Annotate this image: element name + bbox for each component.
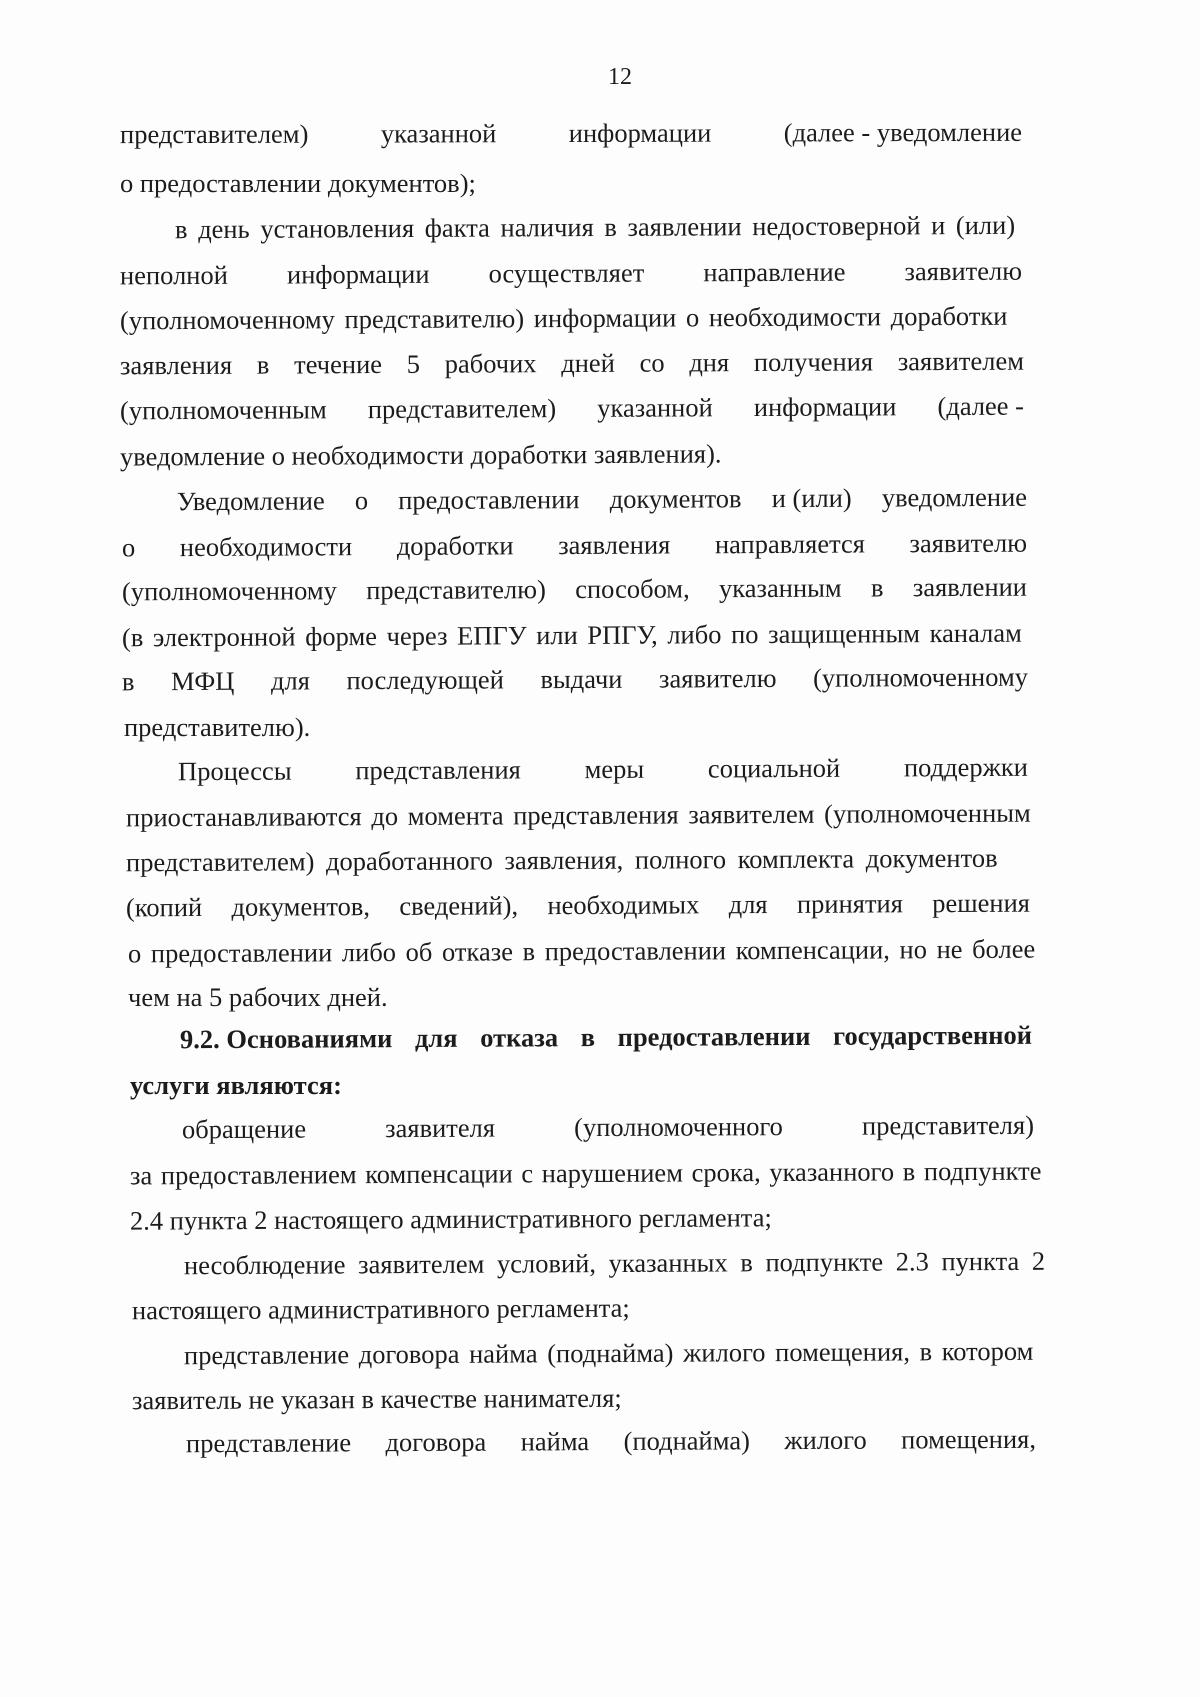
word: решения bbox=[932, 887, 1031, 919]
word: помещения, bbox=[901, 1423, 1037, 1455]
word: обращение bbox=[181, 1113, 307, 1145]
word: доработки bbox=[396, 530, 514, 561]
word: направление bbox=[703, 256, 846, 288]
word: (уполномоченному bbox=[812, 661, 1029, 693]
word: представителю) bbox=[366, 574, 546, 606]
word: в bbox=[870, 572, 884, 603]
word: меры bbox=[584, 753, 645, 785]
word: Процессы bbox=[177, 755, 292, 787]
word: заявлении bbox=[912, 571, 1028, 603]
text-line: чем на 5 рабочих дней. bbox=[128, 982, 388, 1012]
word: для bbox=[728, 889, 768, 920]
text-line bbox=[182, 1110, 1034, 1144]
word: найма bbox=[520, 1426, 590, 1457]
word: уведомление bbox=[881, 481, 1028, 513]
word: последующей bbox=[346, 664, 504, 696]
word: государственной bbox=[832, 1019, 1033, 1051]
word: 5 bbox=[406, 348, 421, 379]
word: о bbox=[354, 485, 369, 516]
text-line bbox=[120, 346, 1024, 381]
word: заявления bbox=[119, 349, 233, 381]
word: поддержки bbox=[903, 751, 1029, 783]
text-line: о предоставлении либо об отказе в предоставлении компенсации, но не более bbox=[127, 933, 1036, 969]
word: для bbox=[414, 1022, 458, 1053]
text-line: представление договора найма (поднайма) жилого помещения, в котором bbox=[183, 1335, 1034, 1371]
word: заявления bbox=[558, 529, 671, 561]
word: представителем) bbox=[119, 118, 309, 150]
text-line bbox=[122, 528, 1027, 563]
text-line: приостанавливаются до момента представления заявителем (уполномоченным bbox=[125, 797, 1031, 833]
word: (уполномоченным bbox=[119, 394, 327, 426]
word: (уполномоченному bbox=[121, 575, 337, 607]
word: информации bbox=[568, 117, 712, 149]
text-line bbox=[122, 572, 1027, 607]
word: в bbox=[121, 666, 135, 697]
word: способом, bbox=[575, 573, 690, 604]
word: указанной bbox=[597, 392, 713, 423]
word: в bbox=[256, 349, 270, 380]
text-line: в день установления факта наличия в заявлении недостоверной и (или) bbox=[174, 209, 1016, 245]
word: 9.2. Основаниями bbox=[179, 1023, 393, 1055]
word: предоставлении bbox=[398, 484, 580, 516]
word: неполной bbox=[119, 259, 228, 291]
word: рабочих bbox=[444, 348, 537, 379]
word: необходимых bbox=[547, 889, 700, 921]
text-line: уведомление о необходимости доработки заявления). bbox=[119, 438, 722, 472]
word: представителя) bbox=[861, 1109, 1035, 1141]
word: (далее - уведомление bbox=[783, 116, 1023, 148]
section-heading: услуги являются: bbox=[130, 1070, 342, 1100]
word: заявителю bbox=[909, 527, 1028, 559]
word: социальной bbox=[707, 752, 841, 784]
word: (копий bbox=[125, 891, 203, 923]
text-line bbox=[122, 662, 1028, 697]
word: (далее - bbox=[937, 390, 1025, 422]
word: со bbox=[639, 347, 665, 378]
word: информации bbox=[286, 258, 430, 290]
text-line: (уполномоченному представителю) информации о необходимости доработки bbox=[119, 300, 1008, 336]
word: заявителю bbox=[904, 255, 1023, 287]
word: выдачи bbox=[540, 663, 623, 695]
word: жилого bbox=[784, 1424, 867, 1456]
word: необходимости bbox=[179, 531, 353, 563]
word: дней bbox=[561, 347, 615, 379]
word: заявителю bbox=[658, 662, 777, 694]
word: информации bbox=[753, 391, 897, 423]
word: осуществляет bbox=[488, 257, 645, 289]
word: дня bbox=[689, 347, 730, 378]
word: предоставлении bbox=[617, 1020, 811, 1052]
word: и (или) bbox=[771, 482, 852, 514]
word: течение bbox=[294, 348, 383, 380]
text-line: представителю). bbox=[124, 712, 311, 742]
word: представителем) bbox=[367, 393, 557, 425]
word: договора bbox=[385, 1426, 487, 1458]
word: Уведомление bbox=[176, 485, 325, 517]
word: принятия bbox=[796, 888, 903, 919]
text-line: 2.4 пункта 2 настоящего административного регламента; bbox=[129, 1202, 772, 1236]
text-line bbox=[178, 752, 1028, 786]
text-line: несоблюдение заявителем условий, указанных в подпункте 2.3 пункта 2 bbox=[183, 1245, 1046, 1281]
text-line: за предоставлением компенсации с нарушением срока, указанного в подпункте bbox=[129, 1155, 1042, 1191]
text-line bbox=[177, 482, 1027, 516]
text-line: (в электронной форме через ЕПГУ или РПГУ, либо по защищенным каналам bbox=[121, 617, 1022, 653]
word: представление bbox=[185, 1427, 352, 1459]
word: указанным bbox=[718, 572, 842, 604]
word: документов, bbox=[231, 891, 371, 922]
text-line bbox=[120, 391, 1024, 426]
word: получения bbox=[753, 346, 874, 378]
word: МФЦ bbox=[171, 665, 235, 697]
word: сведений), bbox=[399, 890, 519, 921]
word: о bbox=[121, 532, 136, 563]
text-line bbox=[186, 1424, 1036, 1458]
text-line: заявитель не указан в качестве нанимателя; bbox=[131, 1382, 622, 1416]
text-line: о предоставлении документов); bbox=[120, 168, 476, 198]
text-line bbox=[120, 117, 1022, 149]
word: заявителя bbox=[385, 1112, 496, 1144]
word: заявителем bbox=[897, 345, 1025, 377]
word: документов bbox=[609, 483, 742, 514]
word: отказа bbox=[480, 1022, 559, 1053]
word: для bbox=[270, 665, 310, 696]
word: указанной bbox=[380, 118, 497, 149]
text-line bbox=[126, 888, 1030, 923]
word: направляется bbox=[714, 528, 865, 560]
word: представления bbox=[355, 754, 521, 786]
text-line: представителем) доработанного заявления, полного комплекта документов bbox=[125, 842, 998, 878]
text-line bbox=[120, 256, 1022, 291]
word: в bbox=[580, 1022, 596, 1053]
section-heading bbox=[180, 1020, 1032, 1054]
word: (уполномоченного bbox=[574, 1111, 783, 1143]
text-line: настоящего административного регламента; bbox=[131, 1292, 630, 1326]
word: (поднайма) bbox=[623, 1425, 750, 1456]
page-number: 12 bbox=[608, 64, 632, 90]
